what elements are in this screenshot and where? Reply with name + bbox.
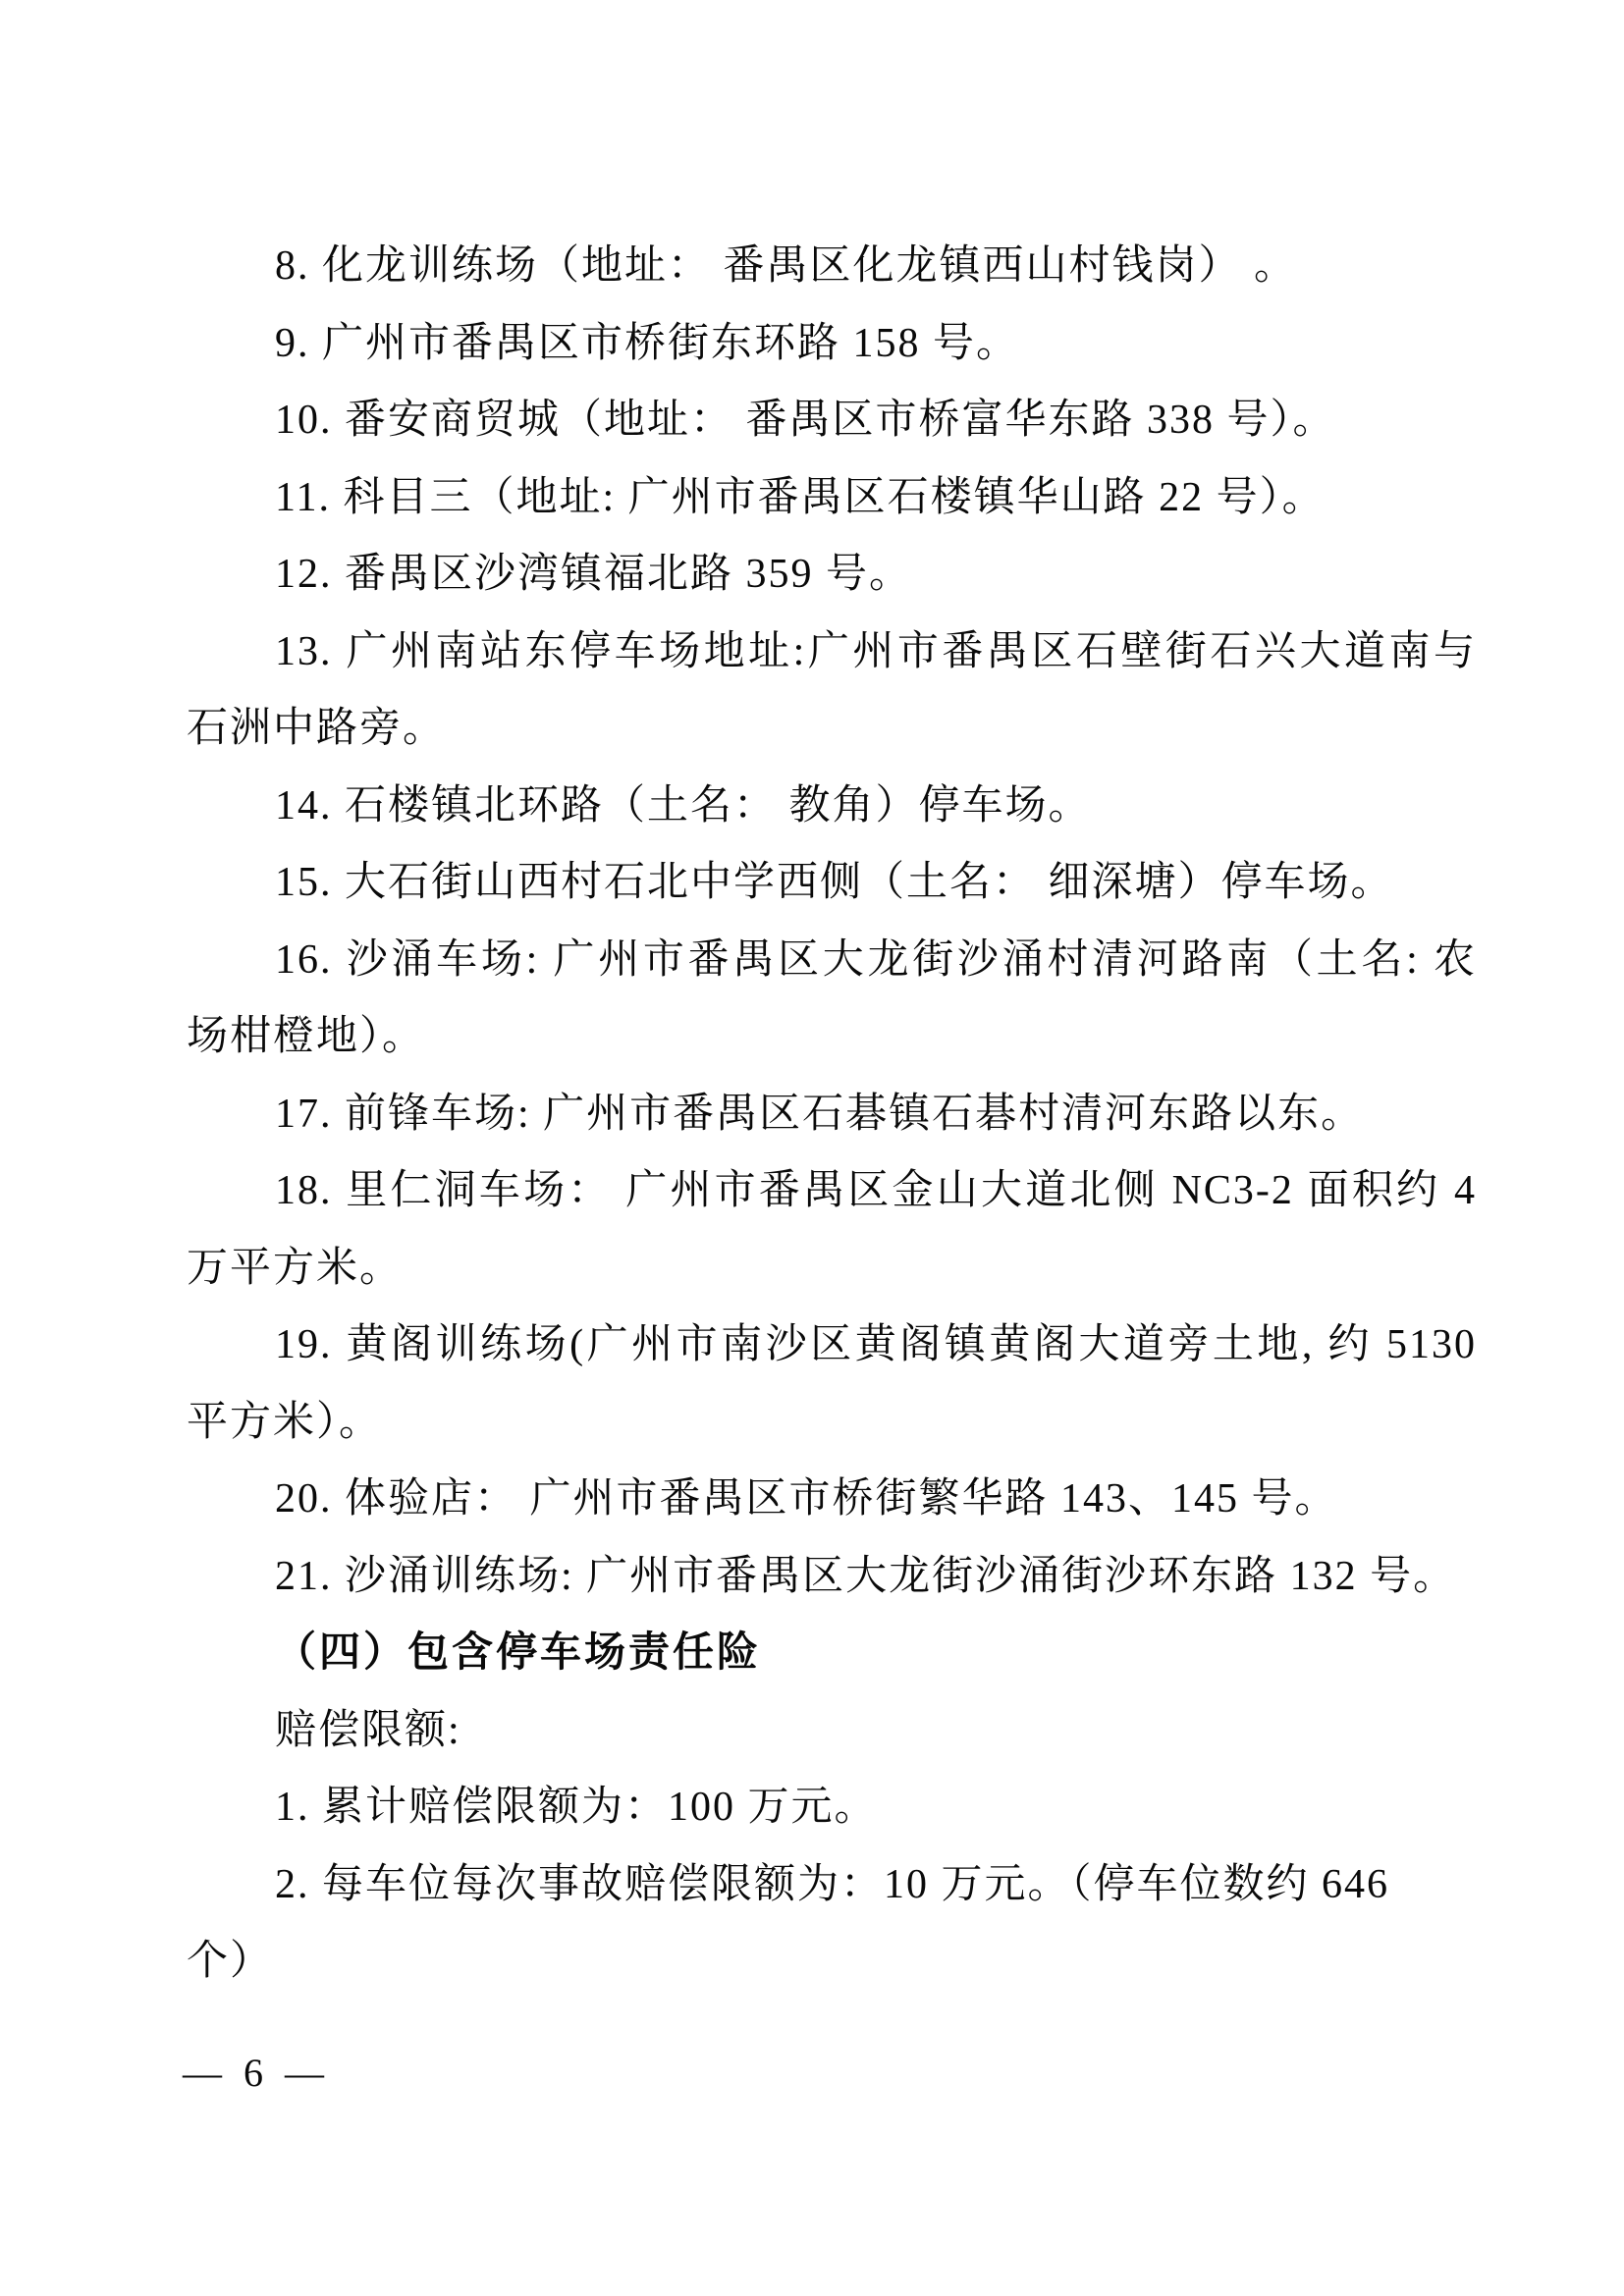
list-item-21: 21. 沙涌训练场: 广州市番禺区大龙街沙涌街沙环东路 132 号。 [275, 1553, 1457, 1599]
list-item-20: 20. 体验店： 广州市番禺区市桥街繁华路 143、145 号。 [275, 1476, 1338, 1522]
list-item-11: 11. 科目三（地址: 广州市番禺区石楼镇华山路 22 号）。 [275, 474, 1326, 520]
list-item-12: 12. 番禺区沙湾镇福北路 359 号。 [275, 552, 913, 597]
list-item-18-cont: 万平方米。 [187, 1245, 404, 1291]
page-number: — 6 — [183, 2051, 326, 2095]
list-item-14: 14. 石楼镇北环路（土名： 教角）停车场。 [275, 782, 1092, 828]
limit-item-2: 2. 每车位每次事故赔偿限额为：10 万元。（停车位数约 646 [275, 1861, 1390, 1907]
list-item-9: 9. 广州市番禺区市桥街东环路 158 号。 [275, 320, 1020, 366]
document-body [187, 228, 1477, 2001]
list-item-18: 18. 里仁洞车场： 广州市番禺区金山大道北侧 NC3-2 面积约 4 [275, 1168, 1477, 1213]
list-item-16: 16. 沙涌车场: 广州市番禺区大龙街沙涌村清河路南（土名: 农 [275, 936, 1477, 983]
limit-item-1: 1. 累计赔偿限额为：100 万元。 [275, 1785, 878, 1830]
limit-item-2-cont: 个） [187, 1939, 274, 1984]
list-item-10: 10. 番安商贸城（地址： 番禺区市桥富华东路 338 号）。 [275, 398, 1336, 443]
list-item-8: 8. 化龙训练场（地址： 番禺区化龙镇西山村钱岗） 。 [275, 243, 1298, 289]
list-item-16-cont: 场柑橙地）。 [187, 1014, 426, 1059]
list-item-15: 15. 大石街山西村石北中学西侧（土名： 细深塘）停车场。 [275, 860, 1394, 905]
list-item-19: 19. 黄阁训练场(广州市南沙区黄阁镇黄阁大道旁土地, 约 5130 [275, 1322, 1477, 1367]
list-item-13: 13. 广州南站东停车场地址:广州市番禺区石壁街石兴大道南与 [275, 628, 1477, 674]
list-item-17: 17. 前锋车场: 广州市番禺区石碁镇石碁村清河东路以东。 [275, 1091, 1365, 1137]
section-heading-4: （四）包含停车场责任险 [275, 1630, 762, 1676]
list-item-13-cont: 石洲中路旁。 [187, 706, 447, 751]
compensation-limit-label: 赔偿限额: [275, 1707, 461, 1753]
list-item-19-cont: 平方米）。 [187, 1399, 383, 1445]
